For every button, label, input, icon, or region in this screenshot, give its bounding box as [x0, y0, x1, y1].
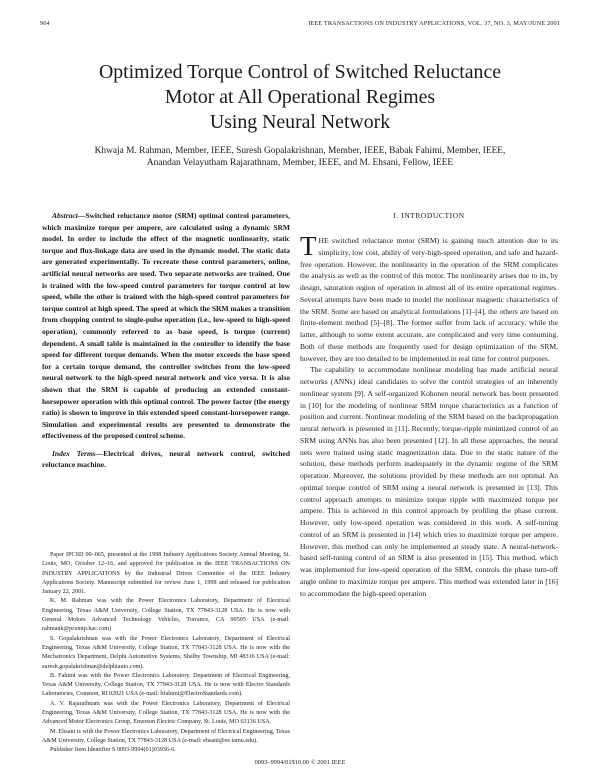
- intro-paragraph-text: HE switched reluctance motor (SRM) is gaining much attention due to its simplicity, low cost, ability of very-high-speed operation, and safe and hazard-free operation. However, the nonlinearity in the operation of the SRM complicates the analysis as well as the control of this motor. The nonlinearity arises due to its, by design, saturation region of operation in almost all of its entire operational regimes. Several attempts have been made to model the nonlinear magnetic characteristics of the SRM. Some are based on analytical formulations [1]–[4], the others are based on finite-element method [5]–[8]. The former suffer from lack of accuracy, while the latter, although to some extent accurate, are complicated and very time consuming. Both of these methods are frequently used for design optimization of the SRM, however, they are too detailed to be implemented in real time for control purposes.: [300, 236, 558, 363]
- right-column: [300, 210, 558, 599]
- title-line: Motor at All Operational Regimes: [164, 86, 436, 108]
- abstract-text: Switched reluctance motor (SRM) optimal control parameters, which maximize torque per ampere, are calculated using a dynamic SRM model. In order to include the effect of the magnetic nonlinearity, static torque and flux-linkage data are used in the dynamic model. The static data are generated experimentally. To recreate these control parameters, online, artificial neural networks are used. Two separate networks are trained. One is trained with the low-speed control parameters for torque control at low speed, while the other is trained with the high-speed control parameters for torque control at high speed. The speed at which the SRM makes a transition from chopping control to single-pulse operation (i.e., low-speed to high-speed operation), commonly referred to as base speed, is torque (current) dependent. A small table is maintained in the controller to identify the base speed for different torque demands. When the motor exceeds the base speed for a certain torque demand, the controller switches from the low-speed neural network to the high-speed neural network and vice versa. It is also shown that the SRM is capable of producing an extended constant-horsepower operation with this optimal control. The power factor (the energy ratio) is shown to improve in this extended speed constant-horsepower range. Simulation and experimental results are presented to demonstrate the effectiveness of the proposed control scheme.: [42, 211, 290, 441]
- footnote: S. Gopalakrishnan was with the Power Electronics Laboratory, Department of Electrical Engineering, Texas A&M University, College Station, TX 77843-3128 USA. He is now with the Mechatronics Department, Delphi Automotive Systems, Shelby Township, MI 48316 USA (e-mail: suresh.gopalakrishnan@delphiauto.com).: [42, 635, 290, 670]
- footnote: K. M. Rahman was with the Power Electronics Laboratory, Department of Electrical Engineering, Texas A&M University, College Station, TX 77843-3128 USA. He is now with General Motors Advanced Technology Vehicles, Torrance, CA 90505 USA (e-mail: rahmank@pcsmtp.hac.com): [42, 598, 290, 633]
- intro-paragraph: [300, 231, 558, 364]
- drop-cap: T: [300, 231, 317, 261]
- title-line: Using Neural Network: [209, 111, 391, 133]
- author-line: Khwaja M. Rahman, Member, IEEE, Suresh Gopalakrishnan, Member, IEEE, Babak Fahimi, Member, IEEE,: [94, 146, 506, 156]
- intro-paragraph: The capability to accommodate nonlinear modeling has made artificial neural networks (ANNs) ideal candidates to solve the control strategies of an inherently nonlinear system [9]. A self-organized Kohonen neural network has been presented in [10] for the modeling of nonlinear SRM torque characteristics as a function of position and current. Nonlinear modeling of the SRM based on the backpropagation neural network is presented in [11]. Recently, torque-ripple minimized control of an SRM using ANNs has also been presented [12]. In all these approaches, the neural nets were trained using static magnetization data. Due to the static nature of the solution, these methods perform inadequately in the dynamic regime of the SRM operation. Moreover, the solutions provided by these methods are not optimal. An optimal torque control of SRM using a neural network is presented in [13]. This control approach attempts to minimize torque ripple with maximized torque per ampere. This is achieved in this control approach by profiling the phase current. However, only low-speed operation was considered in this work. A self-tuning control of an SRM is presented in [14] which tries to maximize torque per ampere. However, this method can only be implemented at steady state. A neural-network-based self-tuning control of an SRM is also presented in [15]. This method, which was implemented for low-speed operation of the SRM, controls the phase turn-off angle online to maximize torque per ampere. This method was extended later in [16] to accommodate the high-speed operation: [300, 365, 558, 598]
- section-heading: I. INTRODUCTION: [393, 211, 465, 220]
- left-column: [42, 210, 290, 471]
- copyright-footer: 0093–9994/01$10.00 © 2001 IEEE: [254, 759, 346, 766]
- author-list: [40, 145, 560, 169]
- footnotes: [42, 551, 290, 756]
- footnote: M. Ehsani is with the Power Electronics Laboratory, Department of Electrical Engineering, Texas A&M University, College Station, TX 77843-3128 USA (e-mail: ehsani@ee.tamu.edu).: [42, 728, 290, 744]
- page-number: 904: [40, 20, 50, 27]
- index-terms: [42, 448, 290, 471]
- footnote: Publisher Item Identifier S 0093-9994(01)03936-6.: [50, 747, 176, 754]
- index-terms-label: Index Terms—: [52, 448, 104, 458]
- index-terms-text: Electrical drives, neural network control, switched reluctance machine.: [42, 448, 290, 470]
- journal-name: IEEE TRANSACTIONS ON INDUSTRY APPLICATIONS, VOL. 37, NO. 3, MAY/JUNE 2001: [308, 20, 560, 27]
- author-line: Anandan Velayutham Rajarathnam, Member, IEEE, and M. Ehsani, Fellow, IEEE: [146, 158, 454, 168]
- abstract-label: Abstract—: [52, 211, 86, 220]
- title-line: Optimized Torque Control of Switched Reluctance: [98, 61, 502, 83]
- abstract: [42, 210, 290, 442]
- footnote: A. V. Rajarathnam was with the Power Electronics Laboratory, Department of Electrical Engineering, Texas A&M University, College Station, TX 77843-3128 USA. He is now with the Advanced Motor Electronics Group, Emerson Electric Company, St. Louis, MO 63136 USA.: [42, 700, 290, 726]
- paper-title: [40, 60, 560, 135]
- footnote: B. Fahimi was with the Power Electronics Laboratory, Department of Electrical Engineering, Texas A&M University, College Station, TX 77843-3128 USA. He is now with Electro Standards Laboratories, Cranston, RI 02921 USA (e-mail: bfahimi@ElectroStandards.com).: [42, 672, 290, 698]
- footnote: Paper IPCSD 00–065, presented at the 1998 Industry Applications Society Annual Meeting, St. Louis, MO, October 12–16, and approved for publication in the IEEE TRANSACTIONS ON INDUSTRY APPLICATIONS by the Industrial Drives Committee of the IEEE Industry Applications Society. Manuscript submitted for review June 1, 1998 and released for publication January 22, 2001.: [42, 552, 290, 596]
